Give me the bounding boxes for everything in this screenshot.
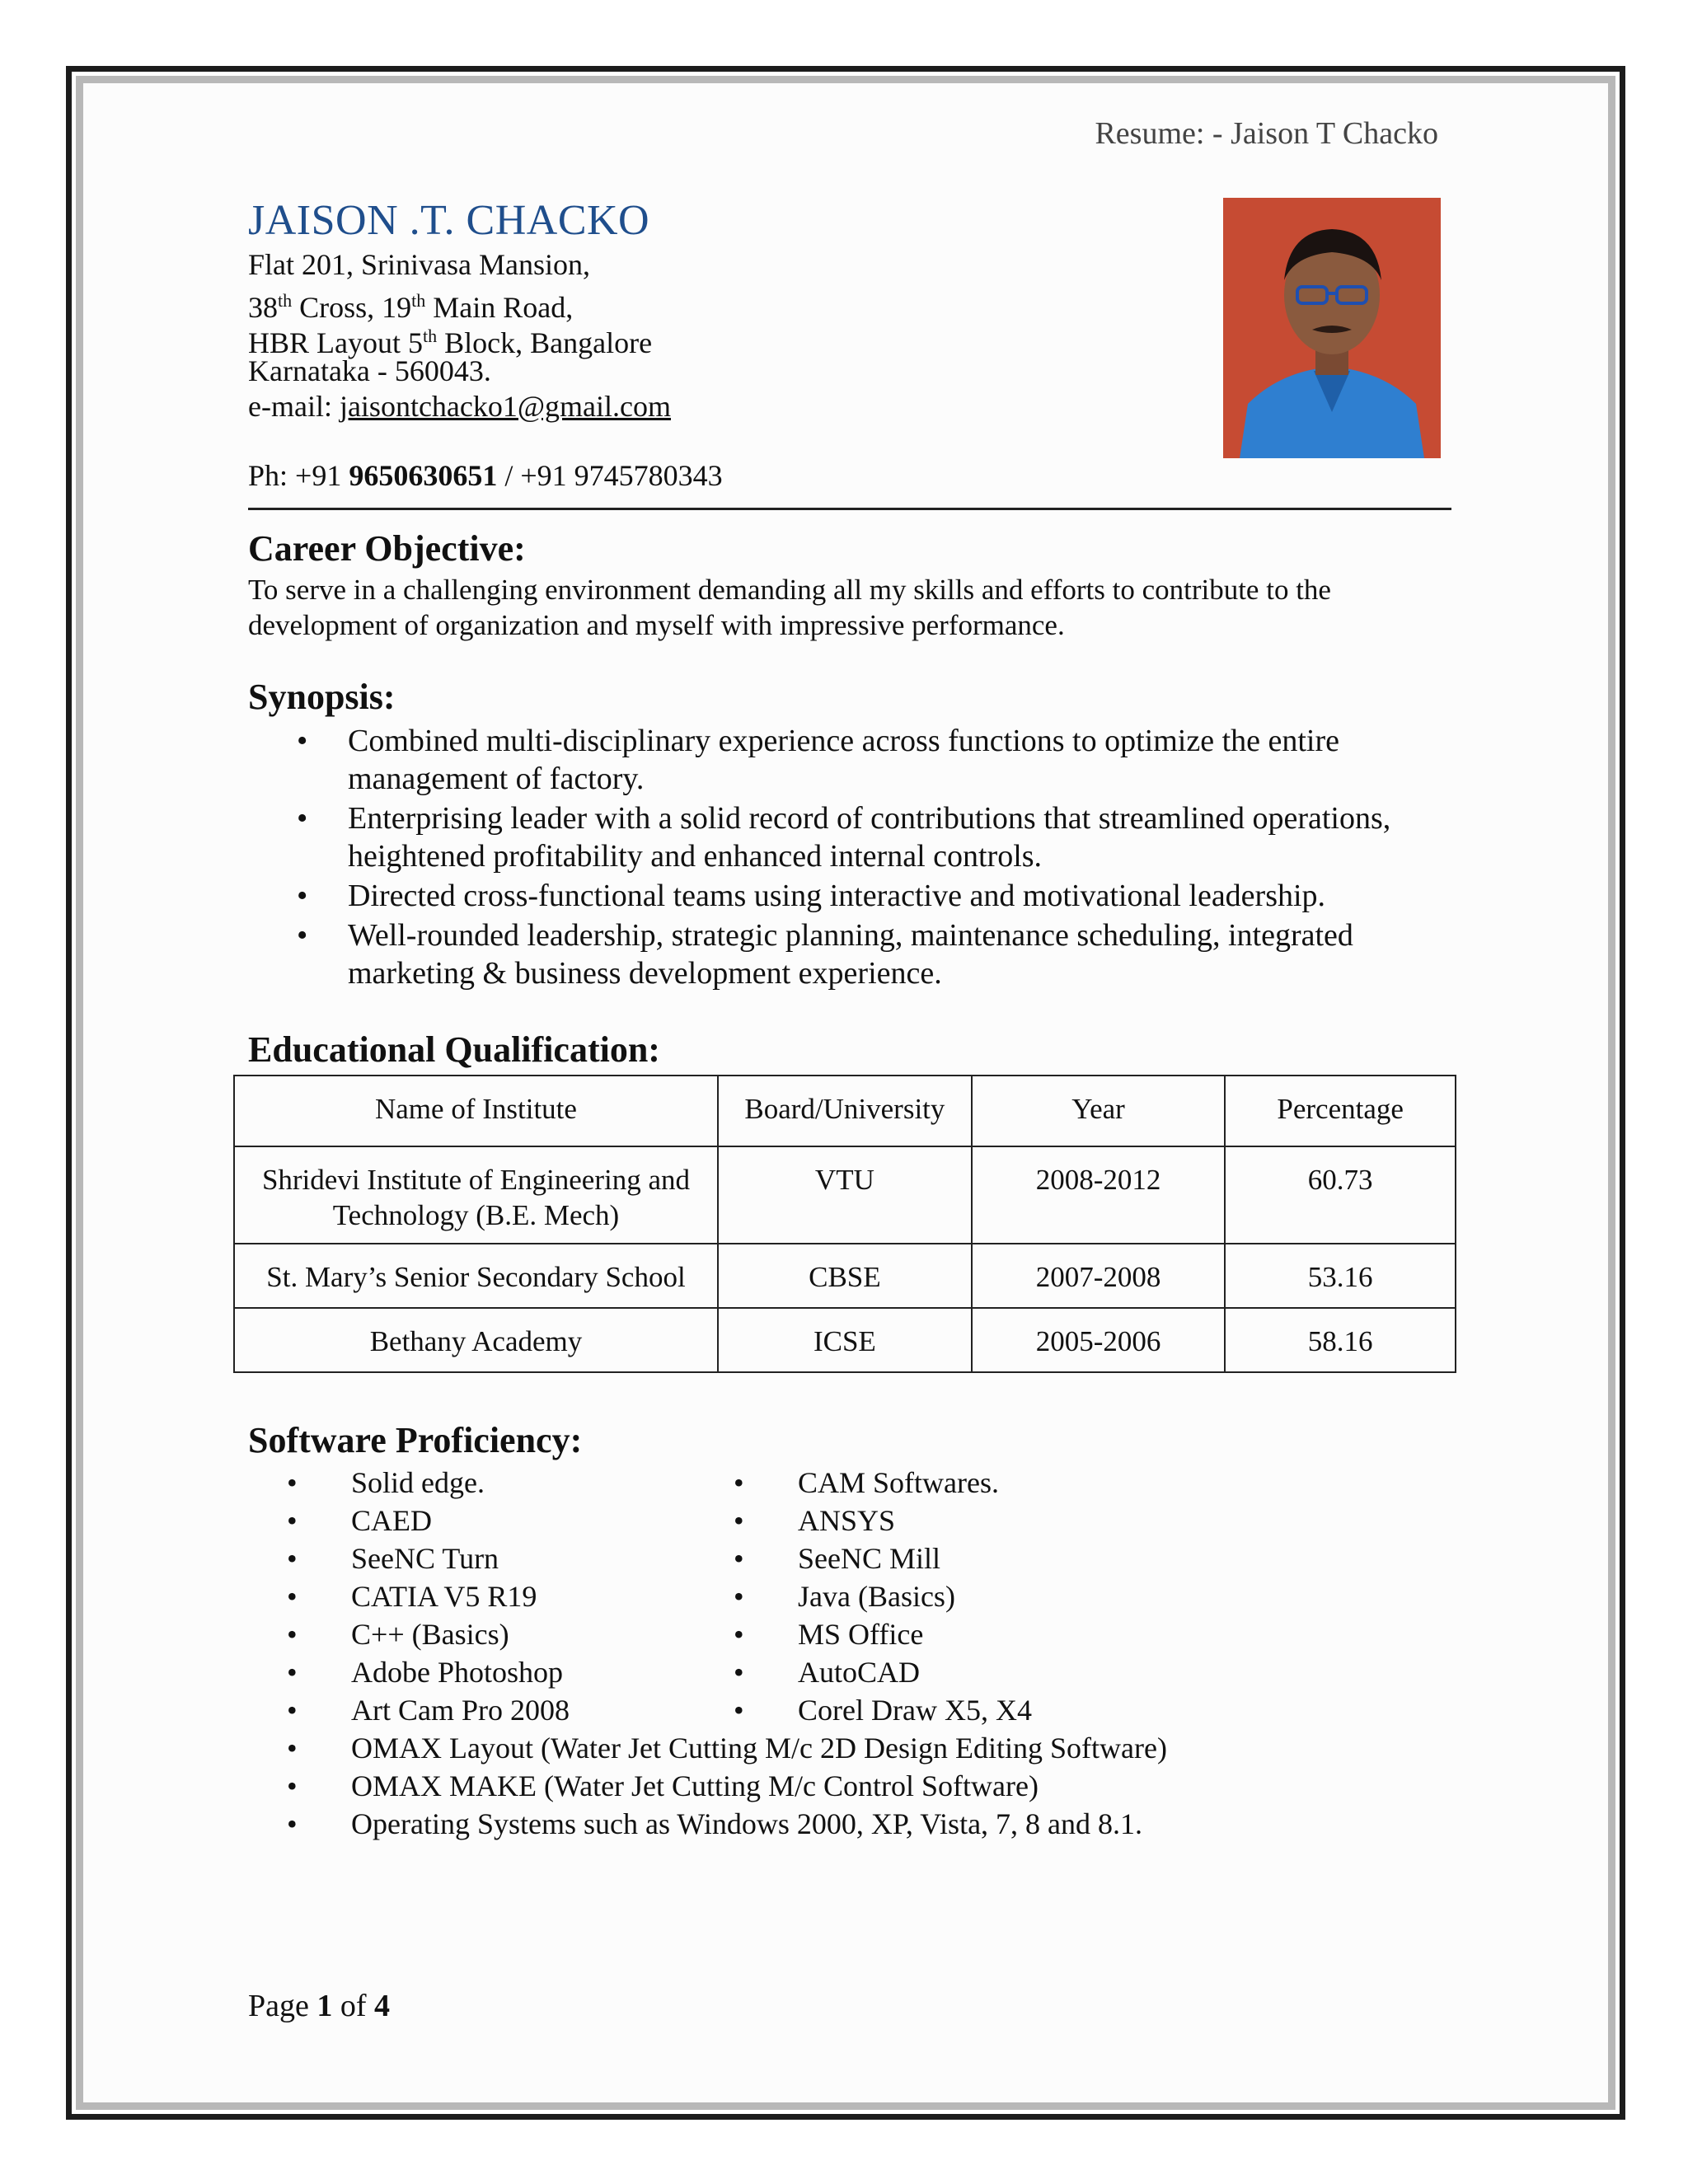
portrait-illustration — [1223, 198, 1441, 458]
list-item: • Operating Systems such as Windows 2000, XP, Vista, 7, 8 and 8.1. — [287, 1805, 1167, 1843]
table-header-row — [234, 1076, 1456, 1146]
table-cell: ICSE — [718, 1308, 972, 1372]
address-line-2: 38th Cross, 19th Main Road, — [248, 290, 574, 324]
list-item: • SeeNC Mill — [734, 1540, 1032, 1577]
bullet-glyph: • — [287, 1732, 298, 1765]
bullet-glyph: • — [287, 1694, 298, 1727]
header-divider — [248, 508, 1451, 510]
list-item: • CAED — [287, 1502, 1167, 1540]
bullet-glyph: • — [287, 1618, 298, 1651]
column-header: Year — [972, 1076, 1225, 1146]
bullet-glyph: • — [297, 801, 308, 836]
address-line-4: Karnataka - 560043. — [248, 354, 491, 387]
column-header: Name of Institute — [234, 1076, 718, 1146]
bullet-glyph: • — [287, 1542, 298, 1575]
table-cell: 2005-2006 — [972, 1308, 1225, 1372]
list-item: • C++ (Basics) — [287, 1615, 1167, 1653]
list-item: • Solid edge. — [287, 1464, 1167, 1502]
table-cell: CBSE — [718, 1244, 972, 1308]
list-item: • CATIA V5 R19 — [287, 1577, 1167, 1615]
page-number: Page 1 of 4 — [248, 1989, 391, 2023]
list-item: • OMAX MAKE (Water Jet Cutting M/c Control Software) — [287, 1767, 1167, 1805]
address-line-1: Flat 201, Srinivasa Mansion, — [248, 248, 590, 281]
synopsis-heading: Synopsis: — [248, 677, 396, 717]
profile-photo — [1223, 198, 1441, 458]
bullet-glyph: • — [734, 1580, 744, 1613]
list-item: • AutoCAD — [734, 1653, 1032, 1691]
software-list-column-2 — [734, 1464, 1032, 1729]
bullet-glyph: • — [287, 1656, 298, 1689]
bullet-glyph: • — [734, 1466, 744, 1499]
table-cell: Shridevi Institute of Engineering and Technology (B.E. Mech) — [234, 1146, 718, 1244]
bullet-glyph: • — [287, 1580, 298, 1613]
bullet-glyph: • — [297, 918, 308, 953]
software-heading: Software Proficiency: — [248, 1420, 583, 1460]
list-item: • Art Cam Pro 2008 — [287, 1691, 1167, 1729]
bullet-glyph: • — [734, 1542, 744, 1575]
list-item: • Combined multi-disciplinary experience across functions to optimize the entire management of factory. — [297, 724, 1339, 796]
bullet-glyph: • — [287, 1769, 298, 1802]
bullet-glyph: • — [734, 1504, 744, 1537]
table-cell: VTU — [718, 1146, 972, 1244]
running-header: Resume: - Jaison T Chacko — [1095, 116, 1438, 151]
table-row — [234, 1146, 1456, 1244]
table-cell: 60.73 — [1225, 1146, 1456, 1244]
email-line: e-mail: jaisontchacko1@gmail.com — [248, 390, 671, 423]
table-cell: Bethany Academy — [234, 1308, 718, 1372]
bullet-glyph: • — [287, 1504, 298, 1537]
list-item: • Adobe Photoshop — [287, 1653, 1167, 1691]
list-item: • CAM Softwares. — [734, 1464, 1032, 1502]
bullet-glyph: • — [287, 1466, 298, 1499]
bullet-glyph: • — [297, 879, 308, 913]
list-item: • MS Office — [734, 1615, 1032, 1653]
list-item: • OMAX Layout (Water Jet Cutting M/c 2D Design Editing Software) — [287, 1729, 1167, 1767]
list-item: • Directed cross-functional teams using interactive and motivational leadership. — [297, 879, 1326, 913]
synopsis-list — [297, 722, 1451, 994]
list-item: • Enterprising leader with a solid record of contributions that streamlined operations, heightened profitability and enhanced internal controls. — [297, 801, 1391, 874]
list-item: • Well-rounded leadership, strategic planning, maintenance scheduling, integrated marketing & business development experience. — [297, 918, 1353, 991]
candidate-name: JAISON .T. CHACKO — [248, 197, 650, 244]
list-item: • Java (Basics) — [734, 1577, 1032, 1615]
email-link[interactable]: jaisontchacko1@gmail.com — [339, 390, 671, 423]
table-cell: 2008-2012 — [972, 1146, 1225, 1244]
bullet-glyph: • — [734, 1656, 744, 1689]
phone-line: Ph: +91 9650630651 / +91 9745780343 — [248, 459, 723, 492]
list-item: • SeeNC Turn — [287, 1540, 1167, 1577]
career-objective-heading: Career Objective: — [248, 528, 526, 569]
column-header: Percentage — [1225, 1076, 1456, 1146]
table-cell: St. Mary’s Senior Secondary School — [234, 1244, 718, 1308]
column-header: Board/University — [718, 1076, 972, 1146]
education-heading: Educational Qualification: — [248, 1029, 660, 1070]
table-row — [234, 1308, 1456, 1372]
bullet-glyph: • — [287, 1807, 298, 1840]
bullet-glyph: • — [297, 724, 308, 758]
table-cell: 2007-2008 — [972, 1244, 1225, 1308]
table-cell: 53.16 — [1225, 1244, 1456, 1308]
table-cell: 58.16 — [1225, 1308, 1456, 1372]
address-line-3: HBR Layout 5th Block, Bangalore — [248, 326, 653, 359]
career-objective-text: To serve in a challenging environment demanding all my skills and efforts to contribute to the development of organization and myself with impressive performance. — [248, 574, 1331, 641]
list-item: • Corel Draw X5, X4 — [734, 1691, 1032, 1729]
software-list-column-1 — [287, 1464, 1167, 1843]
bullet-glyph: • — [734, 1694, 744, 1727]
education-table — [233, 1075, 1456, 1373]
list-item: • ANSYS — [734, 1502, 1032, 1540]
bullet-glyph: • — [734, 1618, 744, 1651]
table-row — [234, 1244, 1456, 1308]
